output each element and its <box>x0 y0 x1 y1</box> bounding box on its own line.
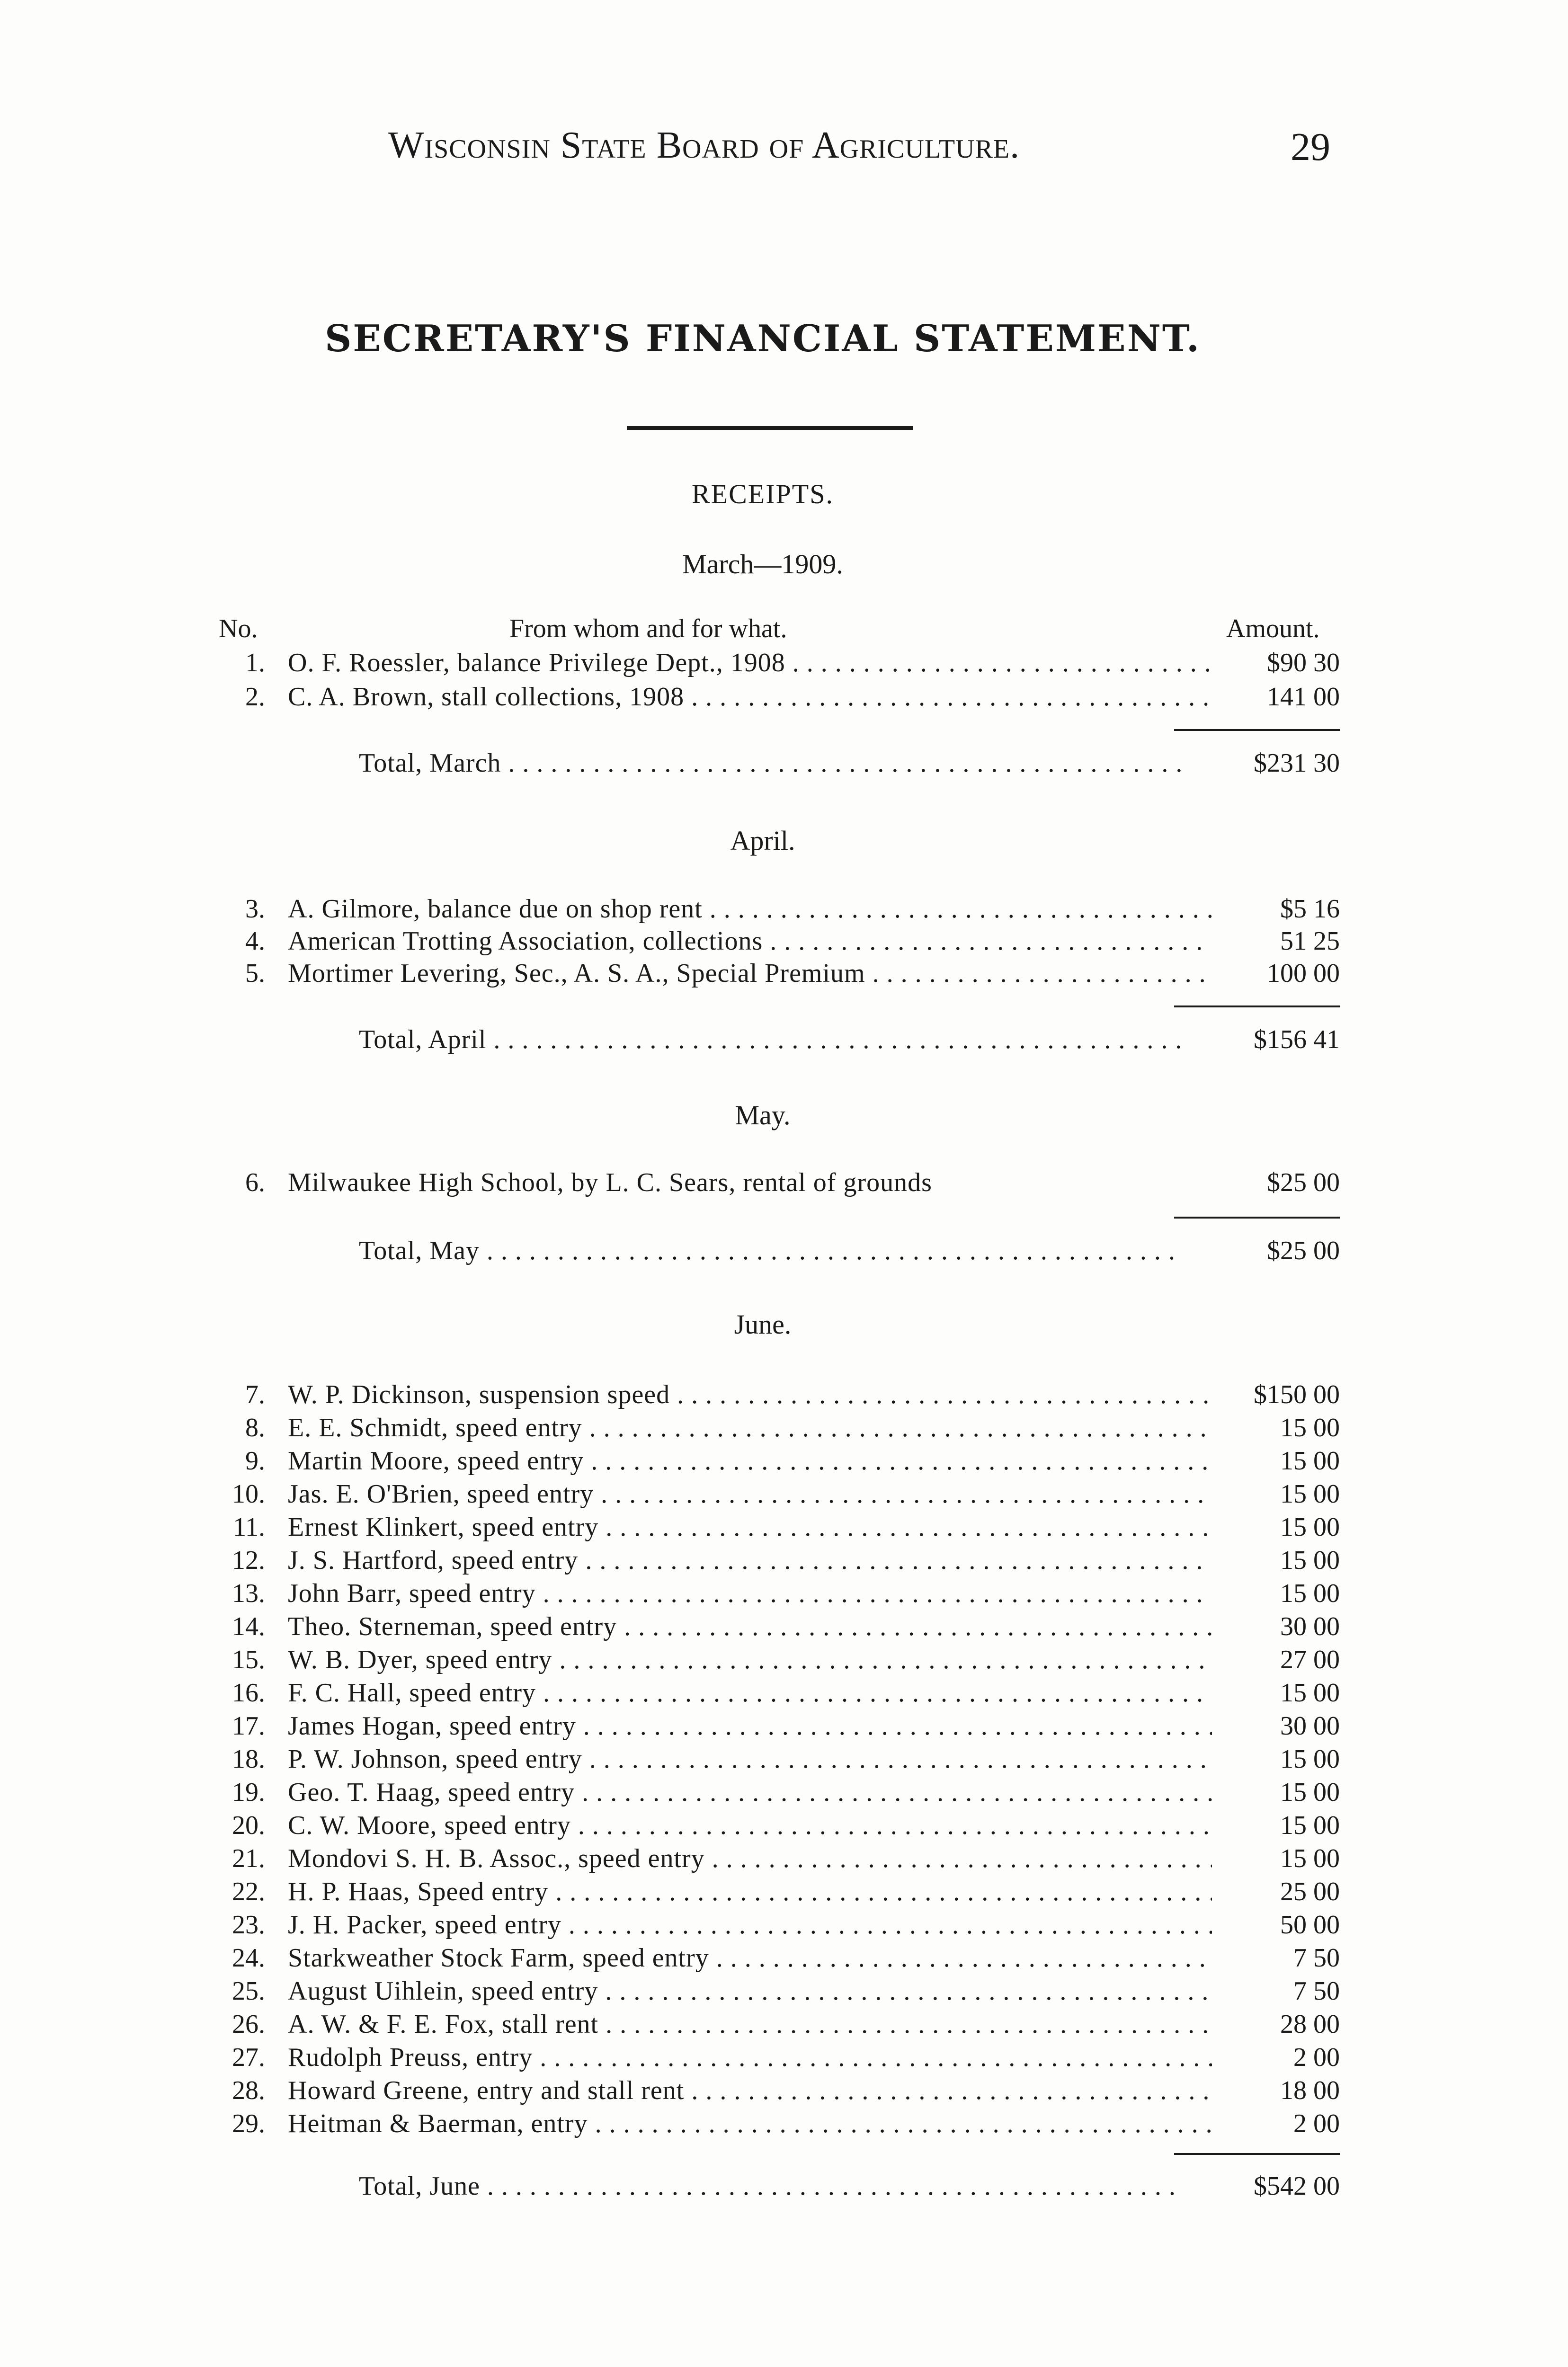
row-number: 9. <box>245 1446 265 1476</box>
row-number: 1. <box>245 648 265 677</box>
total-amount: $231 30 <box>1254 748 1340 778</box>
row-description: A. W. & F. E. Fox, stall rent . . . <box>288 2009 1254 2039</box>
row-amount: 15 00 <box>1212 1744 1340 1774</box>
row-description: Heitman & Baerman, entry . . . <box>288 2109 1254 2139</box>
total-amount: $25 00 <box>1267 1236 1340 1265</box>
title-rule <box>627 426 913 430</box>
table-row <box>223 1744 1340 1777</box>
row-amount: 27 00 <box>1212 1645 1340 1675</box>
table-row <box>223 1611 1340 1645</box>
row-description: John Barr, speed entry . . . <box>288 1578 1254 1609</box>
row-number: 16. <box>232 1678 265 1708</box>
table-row <box>223 1777 1340 1810</box>
row-description: Howard Greene, entry and stall rent . . . <box>288 2075 1254 2106</box>
row-number: 17. <box>232 1711 265 1741</box>
row-amount: 50 00 <box>1212 1910 1340 1940</box>
row-description: Theo. Sterneman, speed entry . . . <box>288 1611 1254 1642</box>
total-amount: $542 00 <box>1254 2171 1340 2201</box>
row-amount: 2 00 <box>1212 2042 1340 2073</box>
row-amount: $150 00 <box>1212 1379 1340 1410</box>
table-row <box>223 2009 1340 2042</box>
row-amount: 2 00 <box>1212 2109 1340 2139</box>
row-description: Jas. E. O'Brien, speed entry . . . <box>288 1479 1254 1509</box>
total-row-march <box>359 748 1340 781</box>
row-amount: 30 00 <box>1212 1611 1340 1642</box>
table-row <box>223 1545 1340 1578</box>
table-row <box>223 926 1340 959</box>
table-row <box>223 894 1340 927</box>
table-row <box>223 648 1340 681</box>
running-title: Wisconsin State Board of Agriculture. <box>388 125 1020 166</box>
table-row <box>223 1910 1340 1943</box>
row-description: E. E. Schmidt, speed entry . . . <box>288 1413 1254 1443</box>
table-row <box>223 1413 1340 1446</box>
table-row <box>223 1167 1340 1201</box>
table-row <box>223 1711 1340 1744</box>
row-description: Mortimer Levering, Sec., A. S. A., Special Premium . . . <box>288 958 1254 988</box>
column-header-desc: From whom and for what. <box>509 614 787 643</box>
row-number: 20. <box>232 1811 265 1840</box>
page-title: SECRETARY'S FINANCIAL STATEMENT. <box>324 317 1201 360</box>
row-description: Starkweather Stock Farm, speed entry . . . <box>288 1943 1254 1973</box>
row-description: H. P. Haas, Speed entry . . . <box>288 1877 1254 1907</box>
total-row-may <box>359 1236 1340 1269</box>
row-amount: 15 00 <box>1212 1777 1340 1807</box>
row-number: 14. <box>232 1612 265 1641</box>
table-row <box>223 1810 1340 1843</box>
table-row <box>223 1645 1340 1678</box>
row-description: Geo. T. Haag, speed entry . . . <box>288 1777 1254 1807</box>
page-number: 29 <box>1291 125 1330 169</box>
row-number: 29. <box>232 2109 265 2138</box>
total-row-june <box>359 2171 1340 2204</box>
sum-rule <box>1174 729 1340 731</box>
row-amount: $90 30 <box>1212 648 1340 678</box>
row-amount: 15 00 <box>1212 1545 1340 1575</box>
row-number: 21. <box>232 1844 265 1873</box>
row-number: 15. <box>232 1645 265 1674</box>
sum-rule <box>1174 1217 1340 1219</box>
month-heading-march: March—1909. <box>682 549 843 579</box>
row-amount: 7 50 <box>1212 1943 1340 1973</box>
row-amount: 15 00 <box>1212 1843 1340 1874</box>
row-amount: 7 50 <box>1212 1976 1340 2006</box>
row-number: 23. <box>232 1910 265 1940</box>
table-row <box>223 958 1340 991</box>
row-amount: 15 00 <box>1212 1446 1340 1476</box>
table-row <box>223 682 1340 715</box>
row-description: Martin Moore, speed entry . . . <box>288 1446 1254 1476</box>
row-number: 18. <box>232 1744 265 1774</box>
column-header-amount: Amount. <box>1226 614 1320 643</box>
table-row <box>223 1479 1340 1512</box>
table-row <box>223 1678 1340 1711</box>
row-amount: 141 00 <box>1212 682 1340 712</box>
total-row-april <box>359 1024 1340 1058</box>
row-number: 28. <box>232 2076 265 2105</box>
table-row <box>223 1379 1340 1413</box>
row-description: James Hogan, speed entry . . . <box>288 1711 1254 1741</box>
row-description: W. B. Dyer, speed entry . . . <box>288 1645 1254 1675</box>
row-number: 4. <box>245 926 265 956</box>
row-amount: 15 00 <box>1212 1512 1340 1542</box>
row-description: August Uihlein, speed entry . . . <box>288 1976 1254 2006</box>
table-row <box>223 2075 1340 2109</box>
total-label: Total, May . . . <box>359 1236 1183 1266</box>
row-description: C. A. Brown, stall collections, 1908 . . . <box>288 682 1254 712</box>
row-number: 12. <box>232 1546 265 1575</box>
row-amount: 15 00 <box>1212 1810 1340 1841</box>
row-number: 8. <box>245 1413 265 1442</box>
total-amount: $156 41 <box>1254 1025 1340 1054</box>
table-row <box>223 1976 1340 2009</box>
row-number: 24. <box>232 1943 265 1973</box>
table-row <box>223 2042 1340 2075</box>
row-number: 19. <box>232 1778 265 1807</box>
row-description: O. F. Roessler, balance Privilege Dept., 1908 . . . <box>288 648 1254 678</box>
table-row <box>223 2109 1340 2142</box>
row-number: 10. <box>232 1479 265 1509</box>
row-amount: 15 00 <box>1212 1578 1340 1609</box>
row-description: F. C. Hall, speed entry . . . <box>288 1678 1254 1708</box>
row-amount: 15 00 <box>1212 1678 1340 1708</box>
row-amount: 15 00 <box>1212 1413 1340 1443</box>
row-description: J. S. Hartford, speed entry . . . <box>288 1545 1254 1575</box>
total-label: Total, March . . . <box>359 748 1183 778</box>
total-label: Total, April . . . <box>359 1024 1183 1055</box>
row-description: P. W. Johnson, speed entry . . . <box>288 1744 1254 1774</box>
row-number: 26. <box>232 2010 265 2039</box>
row-description: C. W. Moore, speed entry . . . <box>288 1810 1254 1841</box>
row-amount: 25 00 <box>1212 1877 1340 1907</box>
table-row <box>223 1446 1340 1479</box>
row-description: A. Gilmore, balance due on shop rent . . . <box>288 894 1254 924</box>
table-row <box>223 1943 1340 1976</box>
row-amount: 18 00 <box>1212 2075 1340 2106</box>
row-number: 7. <box>245 1380 265 1409</box>
table-row <box>223 1843 1340 1877</box>
sum-rule <box>1174 2153 1340 2155</box>
row-number: 2. <box>245 682 265 712</box>
row-description: J. H. Packer, speed entry . . . <box>288 1910 1254 1940</box>
row-number: 5. <box>245 959 265 988</box>
row-amount: 15 00 <box>1212 1479 1340 1509</box>
total-label: Total, June . . . <box>359 2171 1183 2201</box>
row-description: American Trotting Association, collections . . . <box>288 926 1254 956</box>
row-description: Ernest Klinkert, speed entry . . . <box>288 1512 1254 1542</box>
row-amount: 28 00 <box>1212 2009 1340 2039</box>
month-heading-may: May. <box>735 1100 791 1130</box>
row-amount: 100 00 <box>1212 958 1340 988</box>
section-label: RECEIPTS. <box>692 479 834 509</box>
row-amount: 51 25 <box>1212 926 1340 956</box>
row-description: Rudolph Preuss, entry . . . <box>288 2042 1254 2073</box>
row-amount: $5 16 <box>1212 894 1340 924</box>
table-row <box>223 1877 1340 1910</box>
row-description: Milwaukee High School, by L. C. Sears, rental of grounds <box>288 1168 932 1197</box>
month-heading-june: June. <box>734 1309 792 1340</box>
row-number: 13. <box>232 1579 265 1608</box>
column-header-no: No. <box>219 614 258 643</box>
sum-rule <box>1174 1006 1340 1007</box>
row-number: 25. <box>232 1976 265 2006</box>
row-number: 6. <box>245 1168 265 1197</box>
row-number: 27. <box>232 2043 265 2072</box>
row-number: 11. <box>233 1513 265 1542</box>
table-row <box>223 1512 1340 1545</box>
row-description: Mondovi S. H. B. Assoc., speed entry . . . <box>288 1843 1254 1874</box>
table-row <box>223 1578 1340 1611</box>
row-number: 22. <box>232 1877 265 1906</box>
row-amount: 30 00 <box>1212 1711 1340 1741</box>
month-heading-april: April. <box>730 825 795 856</box>
row-number: 3. <box>245 894 265 924</box>
row-description: W. P. Dickinson, suspension speed . . . <box>288 1379 1254 1410</box>
row-amount: $25 00 <box>1212 1167 1340 1198</box>
